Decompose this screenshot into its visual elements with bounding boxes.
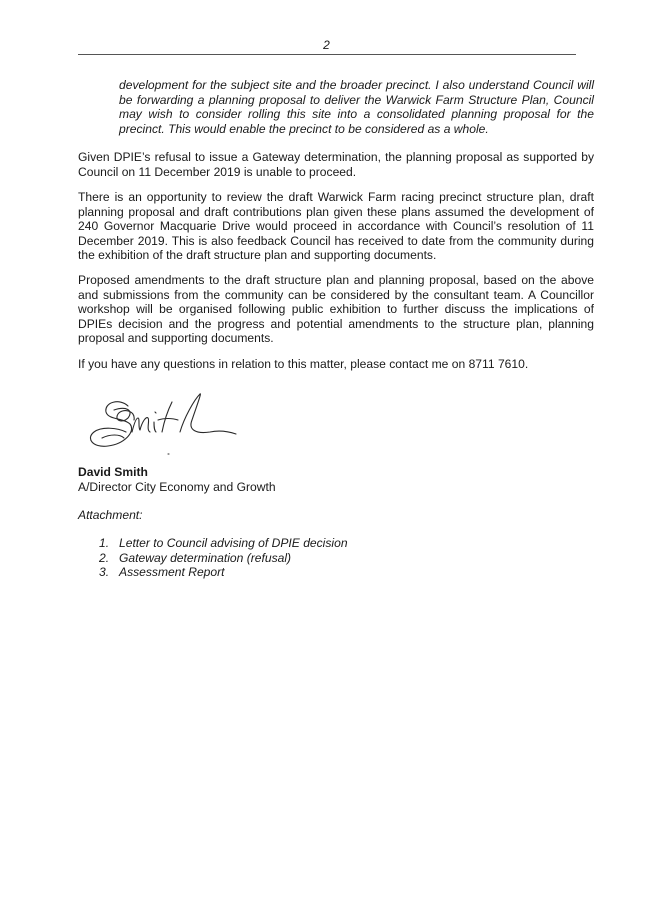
signatory-title: A/Director City Economy and Growth — [78, 480, 276, 494]
attachments-list — [99, 536, 348, 580]
attachment-number: 1. — [99, 536, 110, 550]
page-number: 2 — [323, 38, 330, 52]
body-paragraph-refusal: Given DPIE’s refusal to issue a Gateway determination, the planning proposal as supported by Council on 11 December 2019 is unable to proceed. — [78, 150, 594, 179]
attachment-item — [99, 536, 348, 551]
attachment-text: Letter to Council advising of DPIE decision — [119, 536, 348, 550]
attachment-text: Assessment Report — [119, 565, 225, 580]
attachments-label: Attachment: — [78, 508, 143, 522]
attachment-number: 3. — [99, 565, 110, 580]
body-paragraph-proposed-amendments: Proposed amendments to the draft structure plan and planning proposal, based on the above and submissions from the community can be considered by the consultant team. A Councillor workshop will be organised following public exhibition to further discuss the implications of DPIEs decision and the progress and potential amendments to the structure plan, planning proposal and supporting documents. — [78, 273, 594, 346]
attachment-number: 2. — [99, 550, 110, 565]
attachment-text: Gateway determination (refusal) — [119, 550, 292, 565]
header-rule — [78, 54, 576, 55]
attachment-item — [99, 551, 348, 566]
attachment-item — [99, 565, 348, 580]
handwritten-signature — [84, 388, 248, 460]
body-paragraph-contact: If you have any questions in relation to this matter, please contact me on 8711 7610. — [78, 357, 529, 371]
body-paragraph-review-opportunity: There is an opportunity to review the draft Warwick Farm racing precinct structure plan, draft planning proposal and draft contributions plan given these plans assumed the development of 240 Governor Macquarie Drive would proceed in accordance with Council’s resolution of 11 December 2019. This is also feedback Council has received to date from the community during the exhibition of the draft structure plan and supporting documents. — [78, 190, 594, 263]
signatory-name: David Smith — [78, 465, 148, 479]
quoted-paragraph: development for the subject site and the broader precinct. I also understand Council will be forwarding a planning proposal to deliver the Warwick Farm Structure Plan, Council may wish to consider rolling this site into a consolidated planning proposal for the precinct. This would enable the precinct to be considered as a whole. — [119, 78, 594, 136]
